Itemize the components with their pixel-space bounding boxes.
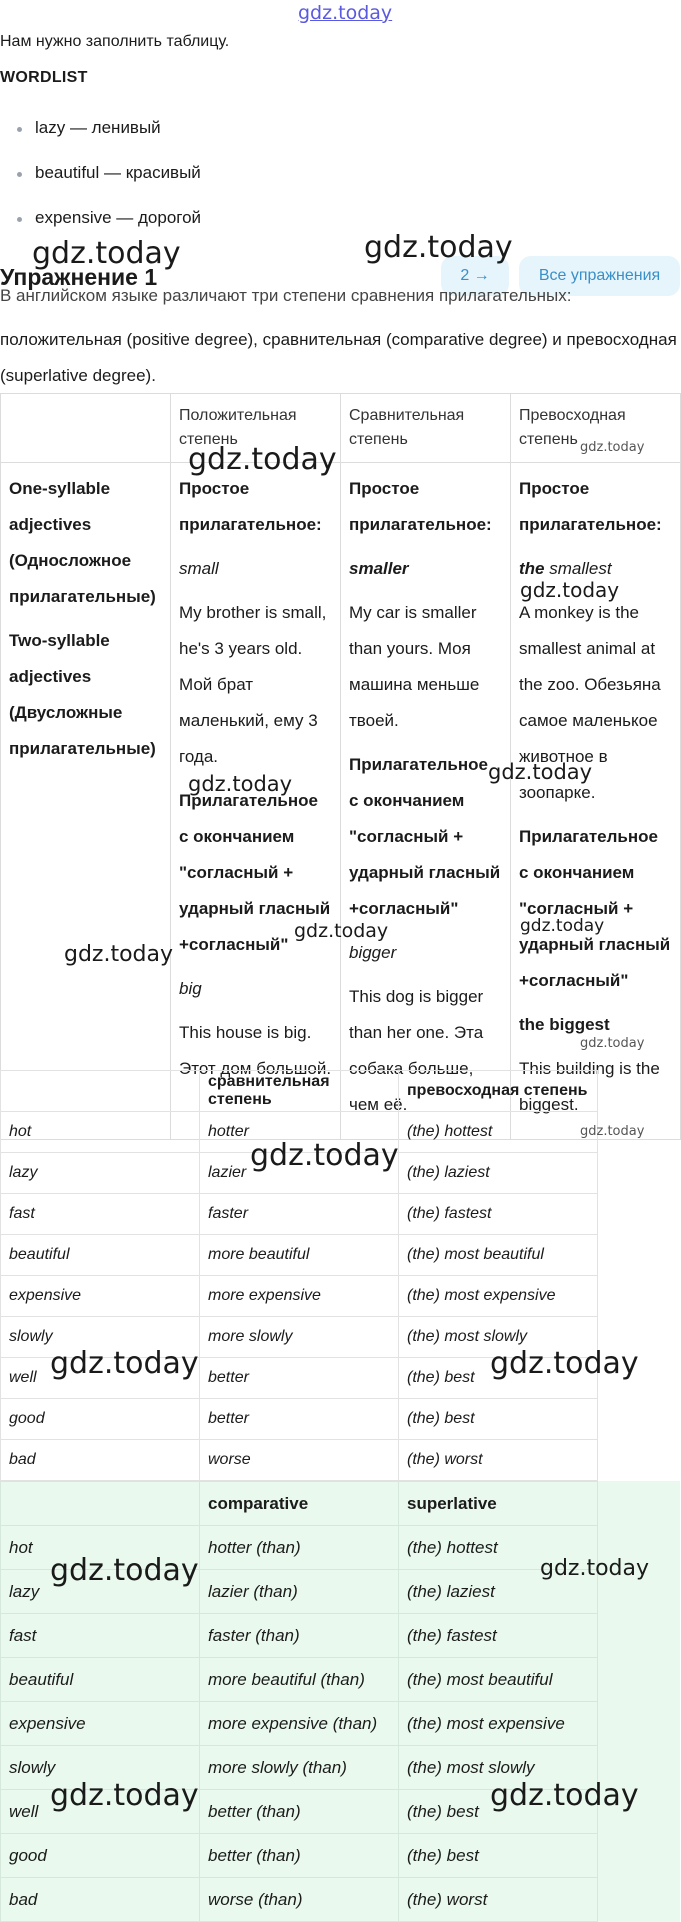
example-sentence: This building is the biggest. [519, 1059, 660, 1114]
table-cell: (the) best [399, 1358, 598, 1399]
table-cell: (the) most expensive [399, 1702, 598, 1746]
table-cell: more expensive (than) [200, 1702, 399, 1746]
table-cell: lazier [200, 1153, 399, 1194]
table-header-row [1, 1482, 598, 1526]
next-exercise-button[interactable]: 2 → [441, 256, 509, 296]
watermark: gdz.today [50, 1778, 199, 1813]
watermark: gdz.today [294, 920, 389, 942]
table-header-cell [1, 1071, 200, 1112]
watermark: gdz.today [540, 1556, 650, 1581]
table-cell: (the) laziest [399, 1570, 598, 1614]
table-cell: more expensive [200, 1276, 399, 1317]
rule-heading: Простое прилагательное: [519, 479, 662, 534]
example-word: bigger [349, 943, 397, 962]
table-header-cell [1, 1482, 200, 1526]
table-row [1, 1317, 598, 1358]
table-cell: (the) most beautiful [399, 1658, 598, 1702]
watermark: gdz.today [250, 1138, 399, 1173]
table-cell: worse (than) [200, 1878, 399, 1922]
example-sentence: This dog is bigger than her one. Эта собака больше, чем её. [349, 987, 484, 1114]
table-cell: (the) hottest [399, 1526, 598, 1570]
table-cell: (the) worst [399, 1878, 598, 1922]
table-header-row [1, 394, 681, 463]
wordlist-item: lazy — ленивый [0, 118, 201, 163]
watermark: gdz.today [50, 1553, 199, 1588]
table-cell: (the) most slowly [399, 1317, 598, 1358]
table-cell-superlative [511, 463, 681, 1140]
table-cell: (the) most expensive [399, 1276, 598, 1317]
wordlist-item: beautiful — красивый [0, 163, 201, 208]
table-cell: beautiful [1, 1658, 200, 1702]
table-header-cell: Положительная степень [171, 394, 341, 463]
table-cell: (the) fastest [399, 1194, 598, 1235]
table-cell: better [200, 1399, 399, 1440]
all-exercises-button[interactable]: Все упражнения [519, 256, 680, 296]
table-cell: better (than) [200, 1834, 399, 1878]
one-syllable-heading: One-syllable adjectives (Односложное прилагательные) [9, 479, 156, 606]
table-cell: bad [1, 1878, 200, 1922]
watermark: gdz.today [64, 942, 174, 967]
table-row [1, 1276, 598, 1317]
table-cell: hot [1, 1112, 200, 1153]
table-cell: lazy [1, 1153, 200, 1194]
table-cell: beautiful [1, 1235, 200, 1276]
watermark: gdz.today [520, 916, 605, 936]
table-row [1, 1399, 598, 1440]
degrees-table [0, 393, 680, 1114]
table-cell: faster (than) [200, 1614, 399, 1658]
watermark: gdz.today [490, 1346, 639, 1381]
rule-heading: Прилагательное с окончанием "согласный + ударный гласный +согласный" [349, 755, 501, 918]
table-cell: (the) best [399, 1790, 598, 1834]
table-cell: better (than) [200, 1790, 399, 1834]
watermark: gdz.today [580, 1036, 645, 1051]
table-cell: lazier (than) [200, 1570, 399, 1614]
table-cell: more slowly (than) [200, 1746, 399, 1790]
table-cell: (the) worst [399, 1440, 598, 1481]
site-logo-link[interactable]: gdz.today [298, 2, 393, 24]
table-cell: slowly [1, 1746, 200, 1790]
table-cell: better [200, 1358, 399, 1399]
table-cell: bad [1, 1440, 200, 1481]
table-header-cell: сравнительная степень [200, 1071, 399, 1112]
table-row [1, 1526, 598, 1570]
table-row [1, 1658, 598, 1702]
watermark: gdz.today [188, 772, 293, 796]
example-word: the biggest [519, 1015, 610, 1034]
table-row [1, 1746, 598, 1790]
rule-heading: Прилагательное с окончанием "согласный + ударный гласный +согласный" [179, 791, 331, 954]
description-cut-line [0, 286, 680, 312]
rule-heading: Простое прилагательное: [349, 479, 492, 534]
watermark: gdz.today [188, 442, 337, 477]
table-cell: more beautiful [200, 1235, 399, 1276]
table-header-cell: comparative [200, 1482, 399, 1526]
watermark: gdz.today [490, 1778, 639, 1813]
watermark: gdz.today [364, 230, 513, 265]
table-cell-comparative [341, 463, 511, 1140]
table-cell: more slowly [200, 1317, 399, 1358]
table-cell: hotter [200, 1112, 399, 1153]
example-sentence: My car is smaller than yours. Моя машина меньше твоей. [349, 603, 480, 730]
example-sentence: A monkey is the smallest animal at the zoo. Обезьяна самое маленькое животное в зоопарке. [519, 603, 661, 802]
table-row [1, 1235, 598, 1276]
table-cell: (the) most beautiful [399, 1235, 598, 1276]
intro-text: Нам нужно заполнить таблицу. [0, 33, 230, 50]
wordlist-title: WORDLIST [0, 69, 88, 86]
example-sentence: My brother is small, he's 3 years old. Мой брат маленький, ему 3 года. [179, 603, 327, 766]
table-row [1, 1440, 598, 1481]
table-row [1, 1702, 598, 1746]
table-row [1, 463, 681, 1140]
description-cut-text: В английском языке различают три степени сравнения прилагательных: [0, 286, 572, 305]
table-header-cell: Превосходная степень [511, 394, 681, 463]
table-cell-positive [171, 463, 341, 1140]
table-cell: good [1, 1834, 200, 1878]
example-word: smaller [349, 559, 409, 578]
table-cell: slowly [1, 1317, 200, 1358]
watermark: gdz.today [580, 1124, 645, 1139]
table-header-row [1, 1071, 598, 1112]
table-cell: good [1, 1399, 200, 1440]
table-header-cell: Сравнительная степень [341, 394, 511, 463]
table-row [1, 1153, 598, 1194]
watermark: gdz.today [32, 236, 181, 271]
table-header-cell: superlative [399, 1482, 598, 1526]
table-row [1, 1878, 598, 1922]
table-row [1, 1194, 598, 1235]
table-row [1, 1358, 598, 1399]
example-sentence: This house is big. Этот дом большой. [179, 1023, 332, 1078]
table-row [1, 1614, 598, 1658]
table-cell: hotter (than) [200, 1526, 399, 1570]
table-cell-type [1, 463, 174, 1140]
table-cell: fast [1, 1614, 200, 1658]
table-cell: more beautiful (than) [200, 1658, 399, 1702]
table-cell: (the) fastest [399, 1614, 598, 1658]
watermark: gdz.today [580, 440, 645, 455]
watermark: gdz.today [50, 1346, 199, 1381]
example-article: the [519, 559, 545, 578]
table-cell: worse [200, 1440, 399, 1481]
watermark: gdz.today [520, 578, 620, 602]
table-cell: (the) laziest [399, 1153, 598, 1194]
table-row [1, 1112, 598, 1153]
table-header-cell [1, 394, 171, 463]
exercise-description: положительная (positive degree), сравнительная (comparative degree) и превосходная (superlative degree). [0, 330, 677, 385]
table-cell: (the) best [399, 1399, 598, 1440]
exercise-title: Упражнение 1 [0, 264, 158, 290]
table-row [1, 1790, 598, 1834]
table-cell: (the) best [399, 1834, 598, 1878]
table-row [1, 1570, 598, 1614]
table-row [1, 1834, 598, 1878]
table-cell: hot [1, 1526, 200, 1570]
watermark: gdz.today [488, 760, 593, 784]
table-cell: expensive [1, 1702, 200, 1746]
example-word [519, 551, 672, 587]
example-word-text: smallest [549, 559, 612, 578]
wordlist-item: expensive — дорогой [0, 208, 201, 253]
table-cell: well [1, 1358, 200, 1399]
table-cell: expensive [1, 1276, 200, 1317]
table-cell: fast [1, 1194, 200, 1235]
example-word: big [179, 979, 202, 998]
table-cell: (the) most slowly [399, 1746, 598, 1790]
two-syllable-heading: Two-syllable adjectives (Двусложные прилагательные) [9, 631, 156, 758]
rule-heading: Простое прилагательное: [179, 479, 322, 534]
comparative-superlative-table [0, 1481, 680, 1922]
table-cell: faster [200, 1194, 399, 1235]
wordlist [0, 118, 201, 253]
rule-heading: Прилагательное с окончанием "согласный + ударный гласный +согласный" [519, 827, 671, 990]
table-cell: well [1, 1790, 200, 1834]
table-header-cell: превосходная степень [399, 1071, 598, 1112]
degrees-answer-table [0, 1070, 598, 1481]
table-cell: (the) hottest [399, 1112, 598, 1153]
example-word: small [179, 559, 219, 578]
table-cell: lazy [1, 1570, 200, 1614]
